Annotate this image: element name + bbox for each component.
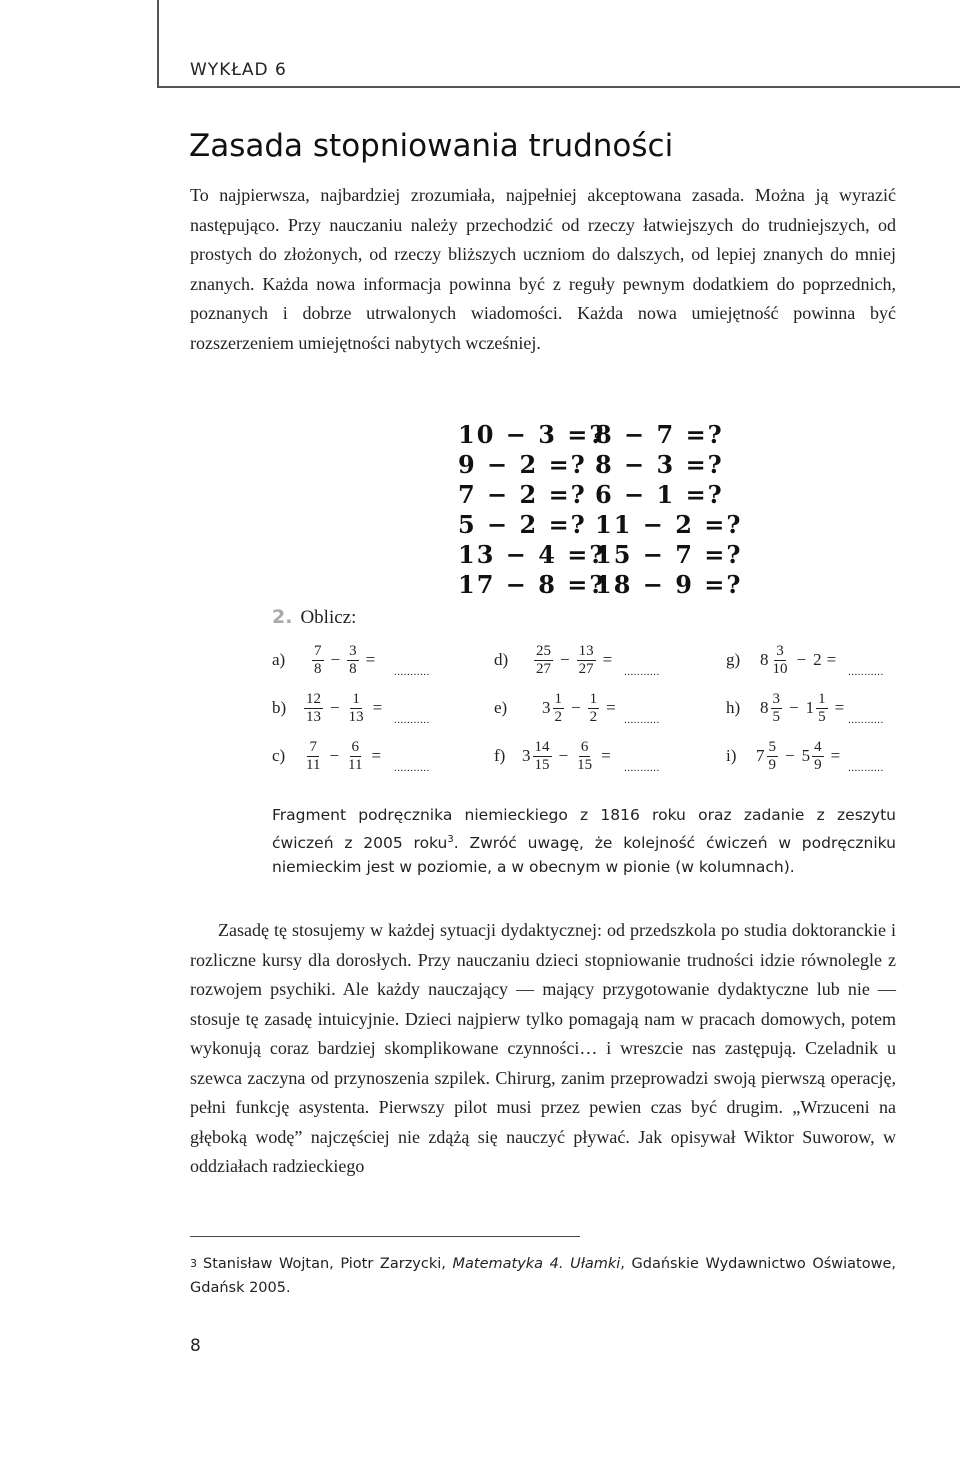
numerator: 7 [314,642,322,659]
minus-sign: − [330,698,340,717]
denominator: 9 [768,756,776,773]
exercise-label: a) [272,650,286,669]
exercise-e [494,686,684,730]
exercise-expression [310,638,380,682]
numerator: 3 [772,690,780,707]
answer-blank: ........... [624,762,660,774]
task-heading [272,606,356,629]
handwritten-left: 13 − 4 =? [458,540,606,569]
numerator: 7 [309,738,317,755]
fraction [304,691,323,726]
handwritten-right: 6 − 1 =? [595,480,724,509]
denominator: 8 [314,660,322,677]
footnote-number: 3 [190,1257,197,1270]
whole-number: 3 [542,698,551,717]
exercise-label: b) [272,698,287,717]
whole-number: 5 [801,746,811,765]
fraction [771,691,783,726]
equals-sign: = [372,698,383,717]
exercise-label: i) [726,746,737,765]
caption-text: Fragment podręcznika niemieckiego z 1816 roku oraz zadanie z zeszytu ćwiczeń z 2005 roku [272,806,896,852]
fraction [553,691,565,726]
handwritten-right: 18 − 9 =? [595,570,743,599]
exercise-a [272,638,452,682]
whole-number: 1 [805,698,815,717]
answer-blank: ........... [848,714,884,726]
numerator: 25 [536,642,551,659]
numerator: 12 [306,690,321,707]
denominator: 15 [534,756,550,773]
task-number: 2. [272,606,293,628]
fraction [304,739,322,774]
equals-sign: = [830,746,841,765]
footnote-authors: Stanisław Wojtan, Piotr Zarzycki, [203,1256,453,1272]
footnote-reference: 3 [447,833,454,845]
exercise-expression [758,686,849,730]
numerator: 6 [351,738,360,755]
numerator: 4 [814,738,822,755]
footnote-title: Matematyka 4. Ułamki [452,1256,621,1272]
denominator: 9 [814,756,822,773]
handwritten-row [450,510,743,539]
exercise-expression [532,638,617,682]
handwritten-right: 15 − 7 =? [595,540,743,569]
equals-sign: = [834,698,845,717]
handwritten-left: 10 − 3 =? [458,420,606,449]
minus-sign: − [330,650,341,669]
whole-number: 8 [760,650,769,669]
denominator: 5 [818,708,826,725]
fraction [347,643,359,678]
denominator: 10 [772,660,788,677]
exercise-g [726,638,898,682]
exercise-expression [302,734,386,778]
fraction [575,739,594,774]
handwritten-row [450,480,724,509]
exercise-expression [758,638,841,682]
page-number: 8 [190,1336,201,1356]
numerator: 1 [589,690,598,707]
exercise-label: h) [726,698,741,717]
equals-sign: = [365,650,376,669]
whole-number: 2 [813,650,822,669]
fraction [533,739,552,774]
exercise-b [272,686,452,730]
exercise-label: f) [494,746,506,765]
body-paragraph: Zasadę tę stosujemy w każdej sytuacji dydaktycznej: od przedszkola po studia doktoranckie i rozliczne kursy dla dorosłych. Przy nauczaniu dzieci stopniowanie trudności idzie równolegle z rozwojem psychiki. Ale każdy nauczający — mający przygotowanie dydaktyczne lub nie — stosuje tę zasadę intuicyjnie. Dzieci najpierw tylko pomagają nam w pracach domowych, potem wykonują coraz bardziej skomplikowane czynności… i wreszcie nas zastępują. Czeladnik u szewca zaczyna od przynoszenia szpilek. Chirurg, zanim przeprowadzi swoją pierwszą operację, pełni funkcję asystenta. Pierwszy pilot musi przez pewien czas być drugim. „Wrzuceni na głęboką wodę” najczęściej nie zdążą się nauczyć pływać. Jak opisywał Wiktor Suworow, w oddziałach radzieckiego [190,920,896,1176]
denominator: 27 [578,660,594,677]
minus-sign: − [329,746,340,765]
fraction [346,739,364,774]
answer-blank: ........... [624,714,660,726]
fraction [812,739,824,774]
numerator: 3 [349,642,357,659]
numerator: 13 [578,642,594,659]
task-title: Oblicz: [300,607,357,628]
handwritten-left: 5 − 2 =? [458,510,587,539]
exercise-h [726,686,898,730]
fraction [577,643,596,678]
section-title: Zasada stopniowania trudności [189,128,674,164]
footnote-publisher: , Gdańskie Wydawnictwo Oświatowe, Gdańsk 2005. [190,1256,897,1296]
minus-sign: − [558,746,569,765]
numerator: 1 [554,690,562,707]
answer-blank: ........... [394,714,430,726]
denominator: 8 [349,660,357,677]
exercise-d [494,638,684,682]
page-frame-horizontal-rule [157,86,960,88]
equals-sign: = [606,698,616,717]
numerator: 3 [776,642,784,659]
exercise-label: g) [726,650,741,669]
exercise-label: e) [494,698,508,717]
intro-paragraph: To najpierwsza, najbardziej zrozumiała, najpełniej akceptowana zasada. Można ją wyrazić następująco. Przy nauczaniu należy przechodzić od rzeczy łatwiejszych do trudniejszych, od prostych do złożonych, od rzeczy bliższych uczniom do dalszych, od lepiej znanych do mniej znanych. Każda nowa informacja powinna być z reguły pewnym dodatkiem do poprzednich, poznanych i dobrze utrwalonych wiadomości. Każda nowa umiejętność powinna być rozszerzeniem umiejętności nabytych wcześniej. [190,185,896,353]
handwritten-row [450,540,743,569]
fraction [534,643,553,678]
handwritten-left: 7 − 2 =? [458,480,587,509]
handwritten-left: 9 − 2 =? [458,450,587,479]
answer-blank: ........... [624,666,660,678]
exercise-expression [540,686,621,730]
whole-number: 7 [756,746,765,765]
handwritten-exercises [450,420,743,600]
numerator: 14 [534,738,550,755]
handwritten-right: 11 − 2 =? [595,510,743,539]
equals-sign: = [601,746,611,765]
minus-sign: − [785,746,795,765]
denominator: 5 [772,708,780,725]
page-frame-vertical-rule [157,0,159,88]
minus-sign: − [796,650,807,669]
numerator: 1 [818,690,826,707]
answer-blank: ........... [394,666,430,678]
minus-sign: − [571,698,581,717]
fraction [767,739,779,774]
handwritten-right: 8 − 3 =? [595,450,724,479]
whole-number: 8 [760,698,769,717]
exercise-c [272,734,452,778]
handwritten-left: 17 − 8 =? [458,570,606,599]
whole-number: 3 [522,746,531,765]
numerator: 5 [768,738,776,755]
caption-text: . Zwróć uwagę, że kolejność ćwiczeń w podręczniku niemieckim jest w poziomie, a w obecnym w pionie (w kolumnach). [272,833,896,877]
fraction [816,691,828,726]
fraction [771,643,790,678]
handwritten-right: 8 − 7 =? [595,420,724,449]
denominator: 2 [554,708,562,725]
running-head: WYKŁAD 6 [190,60,287,80]
handwritten-row [450,450,724,479]
answer-blank: ........... [394,762,430,774]
denominator: 27 [536,660,551,677]
minus-sign: − [789,698,799,717]
answer-blank: ........... [848,762,884,774]
fraction [312,643,324,678]
exercise-i [726,734,898,778]
exercise-label: d) [494,650,509,669]
exercise-expression [302,686,387,730]
minus-sign: − [560,650,570,669]
fraction [347,691,366,726]
exercise-f [494,734,684,778]
exercise-expression [520,734,616,778]
figure-caption [272,803,896,880]
numerator: 1 [352,690,360,707]
numerator: 6 [580,738,589,755]
fraction [588,691,600,726]
denominator: 11 [348,756,363,773]
denominator: 2 [589,708,598,725]
denominator: 13 [306,708,321,725]
equals-sign: = [602,650,613,669]
footnote [190,1252,896,1300]
footnote-rule [190,1236,580,1237]
equals-sign: = [826,650,837,669]
exercise-expression [754,734,845,778]
denominator: 11 [306,756,321,773]
exercise-label: c) [272,746,286,765]
denominator: 13 [348,708,364,725]
denominator: 15 [577,756,593,773]
handwritten-row [450,570,743,599]
equals-sign: = [371,746,382,765]
handwritten-row [450,420,724,449]
answer-blank: ........... [848,666,884,678]
